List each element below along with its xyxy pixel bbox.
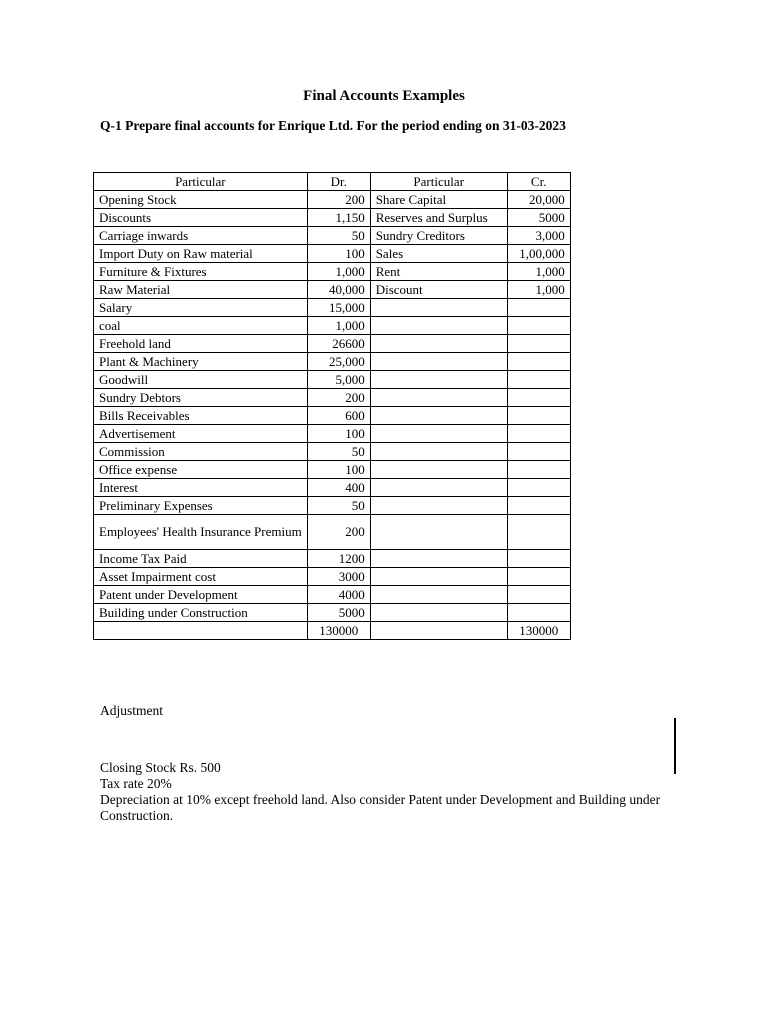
dr-particular: Interest [94, 479, 308, 497]
table-row [94, 245, 571, 263]
header-cr: Cr. [507, 173, 570, 191]
cr-particular [370, 335, 507, 353]
header-dr: Dr. [307, 173, 370, 191]
cr-particular: Reserves and Surplus [370, 209, 507, 227]
cr-amount [507, 479, 570, 497]
table-row [94, 299, 571, 317]
cr-amount [507, 497, 570, 515]
dr-particular: Discounts [94, 209, 308, 227]
cr-particular [370, 550, 507, 568]
cr-particular: Share Capital [370, 191, 507, 209]
cr-particular [370, 317, 507, 335]
table-row [94, 515, 571, 550]
cr-amount: 3,000 [507, 227, 570, 245]
dr-amount: 5000 [307, 604, 370, 622]
table-row [94, 407, 571, 425]
dr-amount: 1,150 [307, 209, 370, 227]
cr-particular [370, 407, 507, 425]
totals-row [94, 622, 571, 640]
dr-particular: Commission [94, 443, 308, 461]
cr-particular [370, 515, 507, 550]
cr-particular: Sundry Creditors [370, 227, 507, 245]
cr-particular [370, 371, 507, 389]
table-row [94, 209, 571, 227]
table-row [94, 281, 571, 299]
cr-particular: Discount [370, 281, 507, 299]
cr-amount [507, 389, 570, 407]
cr-amount [507, 299, 570, 317]
table-row [94, 371, 571, 389]
table-row [94, 461, 571, 479]
dr-particular: Carriage inwards [94, 227, 308, 245]
table-row [94, 191, 571, 209]
cr-amount [507, 425, 570, 443]
dr-amount: 200 [307, 389, 370, 407]
cr-amount [507, 353, 570, 371]
dr-particular: Sundry Debtors [94, 389, 308, 407]
cr-amount [507, 407, 570, 425]
dr-amount: 200 [307, 191, 370, 209]
cr-particular [370, 443, 507, 461]
dr-particular: coal [94, 317, 308, 335]
table-row [94, 227, 571, 245]
cr-particular [370, 604, 507, 622]
dr-particular: Freehold land [94, 335, 308, 353]
cr-amount [507, 461, 570, 479]
dr-particular: Patent under Development [94, 586, 308, 604]
dr-amount: 50 [307, 443, 370, 461]
dr-particular: Income Tax Paid [94, 550, 308, 568]
dr-amount: 50 [307, 227, 370, 245]
table-row [94, 586, 571, 604]
dr-amount: 600 [307, 407, 370, 425]
dr-amount: 26600 [307, 335, 370, 353]
cr-amount [507, 317, 570, 335]
cr-particular [370, 299, 507, 317]
cr-particular [370, 353, 507, 371]
table-row [94, 443, 571, 461]
cr-amount [507, 371, 570, 389]
cr-particular: Sales [370, 245, 507, 263]
cr-amount: 1,000 [507, 263, 570, 281]
total-cr: 130000 [507, 622, 570, 640]
dr-amount: 200 [307, 515, 370, 550]
cr-amount: 20,000 [507, 191, 570, 209]
dr-particular: Employees' Health Insurance Premium [94, 515, 308, 550]
adjustment-item: Tax rate 20% [100, 776, 172, 791]
dr-amount: 4000 [307, 586, 370, 604]
totals-label-cell [94, 622, 308, 640]
dr-particular: Goodwill [94, 371, 308, 389]
dr-particular: Plant & Machinery [94, 353, 308, 371]
dr-particular: Asset Impairment cost [94, 568, 308, 586]
dr-particular: Opening Stock [94, 191, 308, 209]
cr-particular [370, 461, 507, 479]
dr-particular: Preliminary Expenses [94, 497, 308, 515]
cr-amount: 1,00,000 [507, 245, 570, 263]
adjustment-item: Closing Stock Rs. 500 [100, 760, 221, 775]
dr-amount: 1,000 [307, 263, 370, 281]
cr-amount [507, 586, 570, 604]
dr-amount: 100 [307, 425, 370, 443]
cr-amount [507, 443, 570, 461]
cr-amount [507, 335, 570, 353]
total-dr: 130000 [307, 622, 370, 640]
page-title: Final Accounts Examples [303, 88, 465, 104]
dr-particular: Raw Material [94, 281, 308, 299]
table-header-row [94, 173, 571, 191]
table-row [94, 550, 571, 568]
dr-amount: 3000 [307, 568, 370, 586]
dr-amount: 25,000 [307, 353, 370, 371]
header-particular-cr: Particular [370, 173, 507, 191]
dr-particular: Bills Receivables [94, 407, 308, 425]
cr-amount [507, 550, 570, 568]
dr-amount: 1,000 [307, 317, 370, 335]
table-row [94, 335, 571, 353]
dr-particular: Furniture & Fixtures [94, 263, 308, 281]
adjustment-list [100, 760, 680, 824]
table-row [94, 604, 571, 622]
dr-amount: 40,000 [307, 281, 370, 299]
cr-amount: 1,000 [507, 281, 570, 299]
cr-amount [507, 604, 570, 622]
table-row [94, 425, 571, 443]
dr-amount: 400 [307, 479, 370, 497]
dr-particular: Office expense [94, 461, 308, 479]
cr-amount: 5000 [507, 209, 570, 227]
table-row [94, 263, 571, 281]
cr-amount [507, 515, 570, 550]
cr-particular [370, 389, 507, 407]
header-particular-dr: Particular [94, 173, 308, 191]
dr-amount: 100 [307, 245, 370, 263]
table-row [94, 389, 571, 407]
cr-particular: Rent [370, 263, 507, 281]
cr-amount [507, 568, 570, 586]
cr-particular [370, 586, 507, 604]
question-heading: Q-1 Prepare final accounts for Enrique Ltd. For the period ending on 31-03-2023 [100, 118, 566, 133]
trial-balance-table [93, 172, 571, 640]
adjustment-heading: Adjustment [100, 703, 163, 718]
table-row [94, 568, 571, 586]
dr-particular: Advertisement [94, 425, 308, 443]
dr-particular: Building under Construction [94, 604, 308, 622]
table-row [94, 497, 571, 515]
cr-particular [370, 479, 507, 497]
dr-particular: Salary [94, 299, 308, 317]
dr-amount: 50 [307, 497, 370, 515]
dr-particular: Import Duty on Raw material [94, 245, 308, 263]
table-row [94, 317, 571, 335]
dr-amount: 15,000 [307, 299, 370, 317]
dr-amount: 1200 [307, 550, 370, 568]
cr-particular [370, 497, 507, 515]
table-row [94, 479, 571, 497]
table-row [94, 353, 571, 371]
totals-spacer-cell [370, 622, 507, 640]
cr-particular [370, 425, 507, 443]
cr-particular [370, 568, 507, 586]
adjustment-item: Depreciation at 10% except freehold land. Also consider Patent under Development and Building under Construction. [100, 792, 661, 823]
dr-amount: 5,000 [307, 371, 370, 389]
dr-amount: 100 [307, 461, 370, 479]
